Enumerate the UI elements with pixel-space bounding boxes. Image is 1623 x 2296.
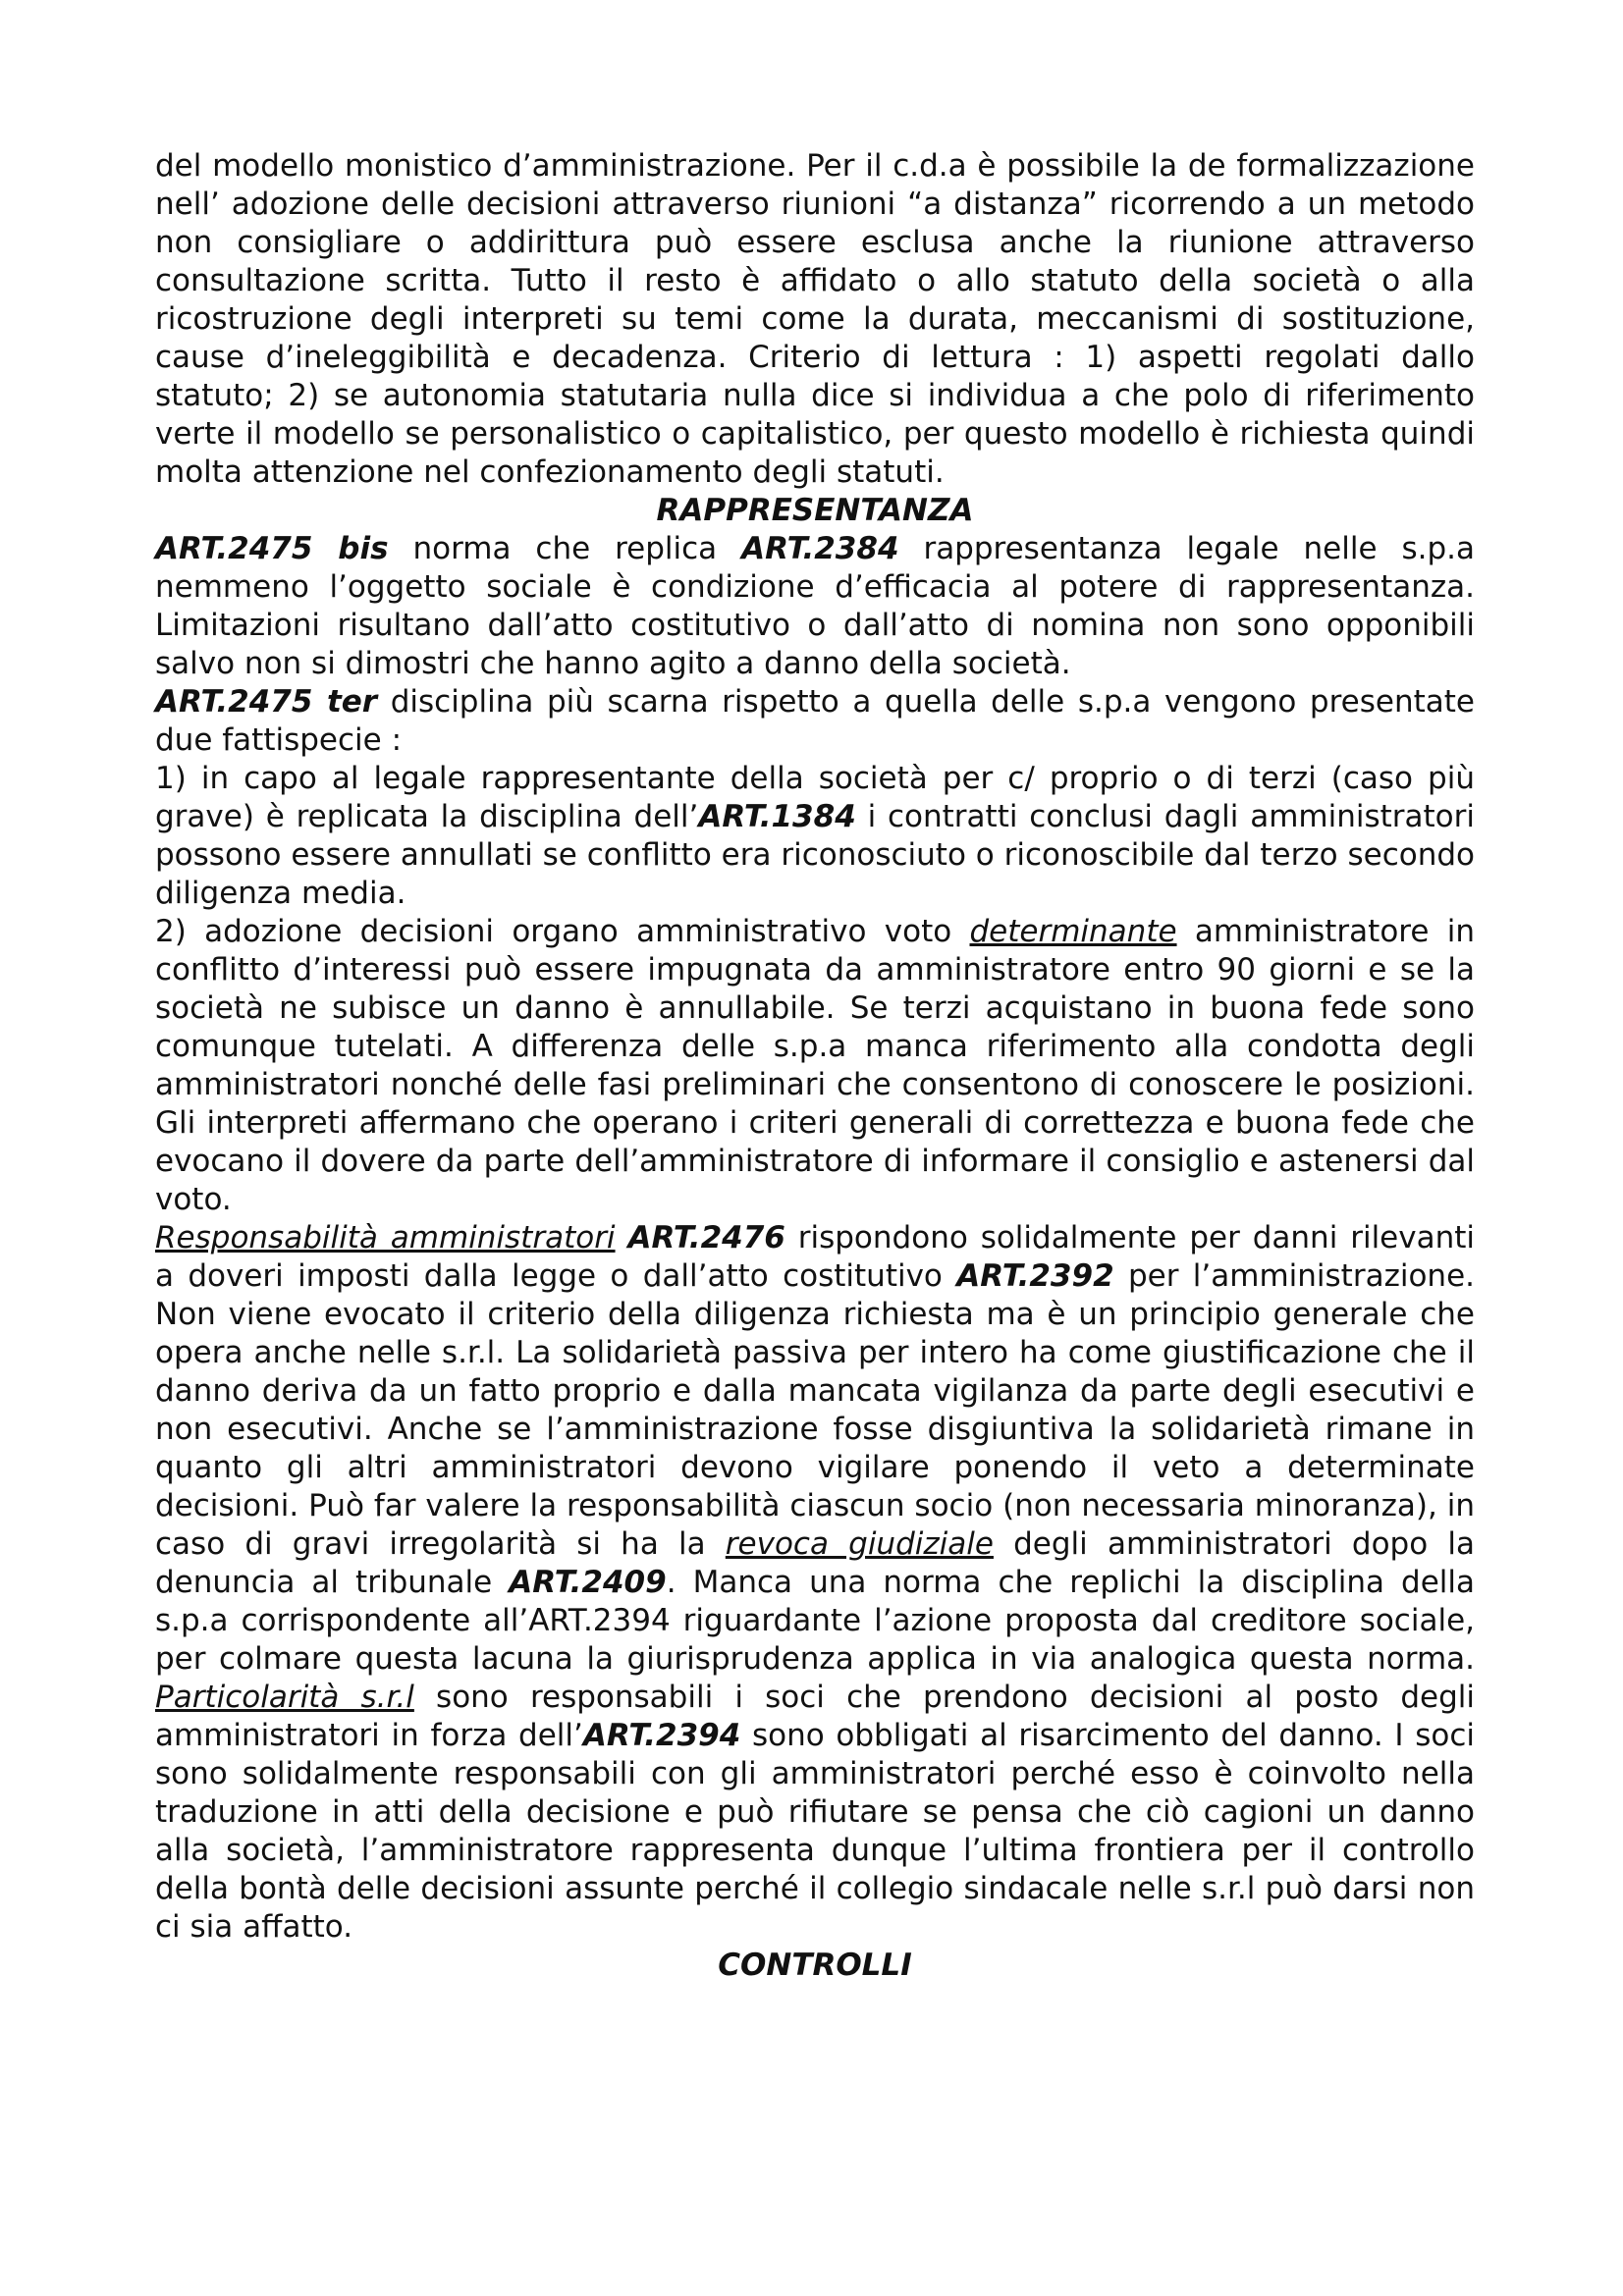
paragraph-text: i contratti conclusi dagli amministratori possono essere annullati se conflitto era riconosciuto o riconoscibile dal terzo secondo diligenza media. — [155, 799, 1475, 911]
article-reference: ART.2475 ter — [155, 684, 378, 720]
paragraph-art-2475-bis — [155, 530, 1475, 683]
article-reference: ART.2475 bis — [155, 531, 389, 566]
article-reference: ART.1384 — [698, 799, 856, 834]
heading-rappresentanza: RAPPRESENTANZA — [656, 493, 974, 528]
paragraph-intro: del modello monistico d’amministrazione. Per il c.d.a è possibile la de formalizzazione nell’ adozione delle decisioni attraverso riunioni “a distanza” ricorrendo a un metodo non consigliare o addirittura può essere esclusa anche la riunione attraverso consultazione scritta. Tutto il resto è affidato o allo statuto della società o alla ricostruzione degli interpreti su temi come la durata, meccanismi di sostituzione, cause d’ineleggibilità e decadenza. Criterio di lettura : 1) aspetti regolati dallo statuto; 2) se autonomia statutaria nulla dice si individua a che polo di riferimento verte il modello se personalistico o capitalistico, per questo modello è richiesta quindi molta attenzione nel confezionamento degli statuti. — [155, 148, 1475, 490]
paragraph-responsabilita — [155, 1219, 1475, 1947]
article-reference: ART.2409 — [509, 1565, 667, 1600]
underlined-term: determinante — [969, 914, 1177, 949]
underlined-term: revoca giudiziale — [725, 1526, 994, 1562]
paragraph-case-1 — [155, 760, 1475, 913]
paragraph-text — [616, 1220, 628, 1255]
paragraph-text: amministratore in conflitto d’interessi può essere impugnata da amministratore entro 90 giorni e se la società ne subisce un danno è annullabile. Se terzi acquistano in buona fede sono comunque tutelati. A differenza delle s.p.a manca riferimento alla condotta degli amministratori nonché delle fasi preliminari che consentono di conoscere le posizioni. Gli interpreti affermano che operano i criteri generali di correttezza e buona fede che evocano il dovere da parte dell’amministratore di informare il consiglio e astenersi dal voto. — [155, 914, 1475, 1217]
heading-controlli: CONTROLLI — [718, 1948, 912, 1983]
paragraph-text: 2) adozione decisioni organo amministrativo voto — [155, 914, 970, 949]
paragraph-art-2475-ter — [155, 683, 1475, 760]
paragraph-text: degli amministratori dopo la denuncia al tribunale — [155, 1526, 1475, 1600]
underlined-term: Particolarità s.r.l — [155, 1680, 414, 1715]
underlined-term: Responsabilità amministratori — [155, 1220, 616, 1255]
paragraph-text: rappresentanza legale nelle s.p.a nemmeno l’oggetto sociale è condizione d’efficacia al potere di rappresentanza. Limitazioni risultano dall’atto costitutivo o dall’atto di nomina non sono opponibili salvo non si dimostri che hanno agito a danno della società. — [155, 531, 1475, 681]
paragraph-text: . Manca una norma che replichi la disciplina della s.p.a corrispondente all’ART.2394 riguardante l’azione proposta dal creditore sociale, per colmare questa lacuna la giurisprudenza applica in via analogica questa norma. — [155, 1565, 1475, 1677]
paragraph-text: sono obbligati al risarcimento del danno. I soci sono solidalmente responsabili con gli amministratori perché esso è coinvolto nella traduzione in atti della decisione e può rifiutare se pensa che ciò cagioni un danno alla società, l’amministratore rappresenta dunque l’ultima frontiera per il controllo della bontà delle decisioni assunte perché il collegio sindacale nelle s.r.l può darsi non ci sia affatto. — [155, 1718, 1475, 1945]
paragraph-text: disciplina più scarna rispetto a quella delle s.p.a vengono presentate due fattispecie : — [155, 684, 1475, 758]
paragraph-text: per l’amministrazione. Non viene evocato il criterio della diligenza richiesta ma è un principio generale che opera anche nelle s.r.l. La solidarietà passiva per intero ha come giustificazione che il danno deriva da un fatto proprio e dalla mancata vigilanza da parte degli esecutivi e non esecutivi. Anche se l’amministrazione fosse disgiuntiva la solidarietà rimane in quanto gli altri amministratori devono vigilare ponendo il veto a determinate decisioni. Può far valere la responsabilità ciascun socio (non necessaria minoranza), in caso di gravi irregolarità si ha la — [155, 1258, 1475, 1562]
paragraph-text: 1) in capo al legale rappresentante della società per c/ proprio o di terzi (caso più grave) è replicata la disciplina dell’ — [155, 761, 1475, 834]
article-reference: ART.2394 — [582, 1718, 741, 1753]
article-reference: ART.2384 — [741, 531, 899, 566]
paragraph-text: rispondono solidalmente per danni rilevanti a doveri imposti dalla legge o dall’atto costitutivo — [155, 1220, 1476, 1294]
paragraph-text: norma che replica — [388, 531, 742, 566]
paragraph-text: sono responsabili i soci che prendono decisioni al posto degli amministratori in forza dell’ — [155, 1680, 1475, 1753]
document-page — [155, 147, 1475, 1985]
article-reference: ART.2392 — [956, 1258, 1114, 1294]
article-reference: ART.2476 — [627, 1220, 785, 1255]
paragraph-case-2 — [155, 913, 1475, 1219]
